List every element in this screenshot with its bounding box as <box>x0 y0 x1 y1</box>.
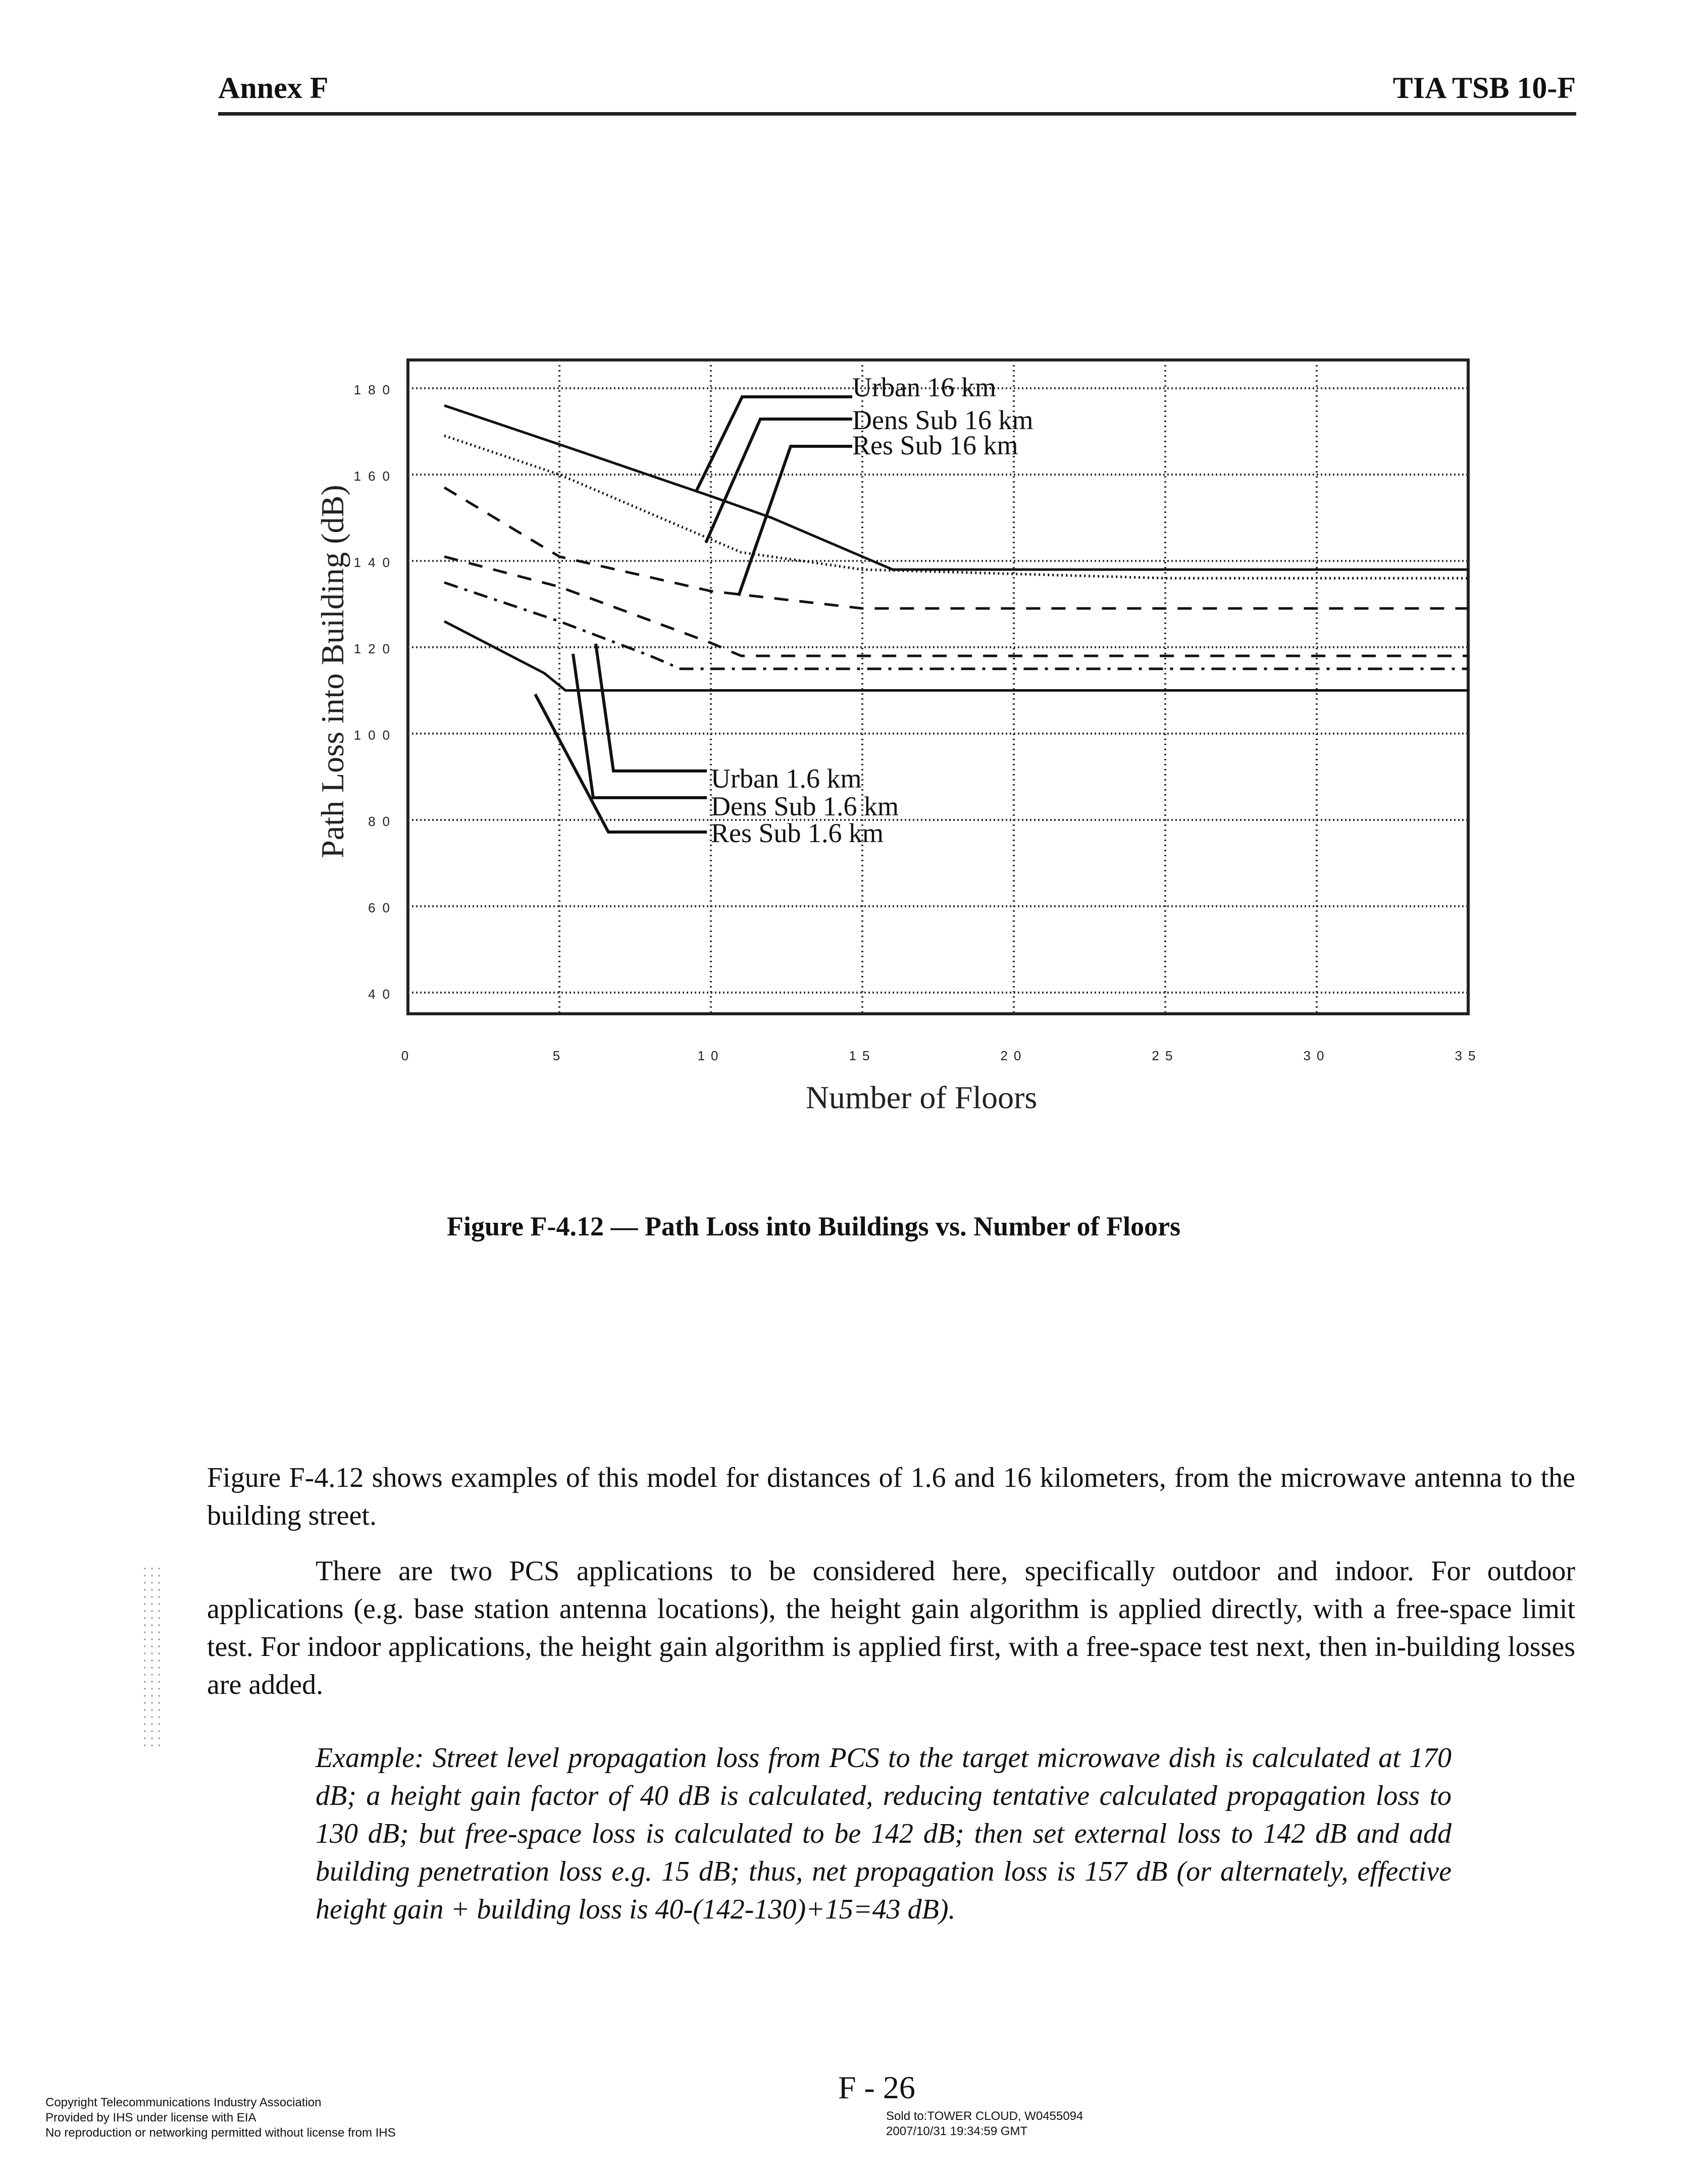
annotation-label: Dens Sub 16 km <box>852 405 1033 435</box>
header-left: Annex F <box>218 71 329 105</box>
x-tick-label: 30 <box>1303 1048 1330 1063</box>
y-tick-label: 160 <box>353 469 397 484</box>
annotation-label: Res Sub 16 km <box>852 430 1018 460</box>
y-tick-label: 120 <box>353 641 397 656</box>
annotation-label: Res Sub 1.6 km <box>711 818 884 848</box>
series-line-urban-1-6-km <box>444 557 1468 656</box>
x-tick-label: 20 <box>1000 1048 1027 1063</box>
paragraph-applications: There are two PCS applications to be considered here, specifically outdoor and indoor. For outdoor applications (e.g. base station antenna locations), the height gain algorithm is applied directly, with a free-space limit test. For indoor applications, the height gain algorithm is applied first, with a free-space test next, then in-building losses are added. <box>207 1556 1575 1700</box>
annotation-label: Urban 1.6 km <box>711 763 862 794</box>
sold-line: Sold to:TOWER CLOUD, W0455094 <box>886 2109 1083 2123</box>
x-tick-label: 0 <box>401 1048 415 1063</box>
figure-caption: Figure F-4.12 — Path Loss into Buildings vs. Number of Floors <box>447 1211 1181 1241</box>
y-tick-label: 60 <box>368 900 397 915</box>
x-axis-label: Number of Floors <box>805 1079 1038 1115</box>
annotation-leader <box>739 446 852 596</box>
paragraph-example: Example: Street level propagation loss from PCS to the target microwave dish is calculated at 170 dB; a height gain factor of 40 dB is calculated, reducing tentative calculated propagation loss to 130 dB; but free-space loss is calculated to be 142 dB; then set external loss to 142 dB and add building penetration loss e.g. 15 dB; thus, net propagation loss is 157 dB (or alternately, effective height gain + building loss is 40-(142-130)+15=43 dB). <box>316 1742 1452 1925</box>
copyright-notice <box>45 2095 396 2141</box>
annotation-leader <box>596 644 707 771</box>
x-tick-label: 5 <box>552 1048 566 1063</box>
annotation-leader <box>573 654 707 798</box>
x-tick-label: 15 <box>849 1048 876 1063</box>
annotation-leader <box>696 397 852 492</box>
annotation-label: Dens Sub 1.6 km <box>711 791 899 821</box>
copyright-line: Provided by IHS under license with EIA <box>45 2111 256 2124</box>
sold-to-notice <box>886 2109 1083 2139</box>
sold-line: 2007/10/31 19:34:59 GMT <box>886 2124 1028 2138</box>
y-axis-label: Path Loss into Building (dB) <box>315 485 350 858</box>
x-tick-label: 35 <box>1455 1048 1482 1063</box>
annotation-leader <box>535 694 707 832</box>
y-tick-label: 140 <box>353 555 397 570</box>
y-tick-label: 80 <box>368 814 397 829</box>
y-tick-label: 100 <box>353 728 397 743</box>
margin-marks <box>141 1565 162 1747</box>
y-tick-label: 180 <box>353 382 397 397</box>
annotation-label: Urban 16 km <box>852 372 996 402</box>
copyright-line: No reproduction or networking permitted without license from IHS <box>45 2126 396 2140</box>
header-right: TIA TSB 10-F <box>1392 71 1576 105</box>
x-tick-label: 10 <box>697 1048 724 1063</box>
paragraph-intro: Figure F-4.12 shows examples of this model for distances of 1.6 and 16 kilometers, from the microwave antenna to the building street. <box>207 1462 1575 1531</box>
page-number: F - 26 <box>838 2069 915 2105</box>
series-line-res-sub-16-km <box>444 488 1468 609</box>
x-tick-label: 25 <box>1152 1048 1179 1063</box>
y-tick-label: 40 <box>368 987 397 1002</box>
copyright-line: Copyright Telecommunications Industry Association <box>45 2096 322 2109</box>
